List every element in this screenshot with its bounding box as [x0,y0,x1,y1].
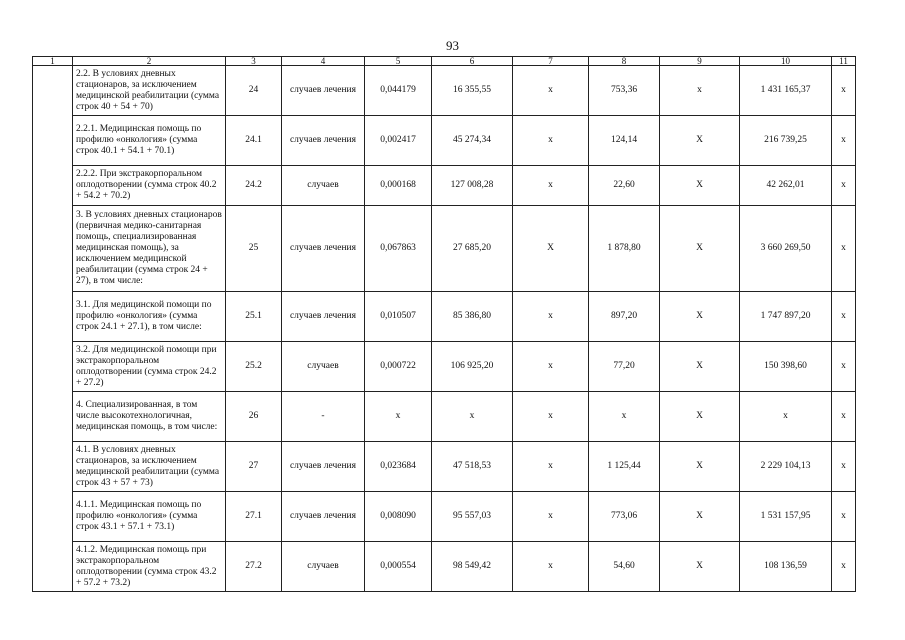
cell-volume-norm: 0,000168 [365,166,432,206]
cell-col11: х [832,66,856,116]
cell-description: 4.1.1. Медицинская помощь по профилю «онкология» (сумма строк 43.1 + 57.1 + 73.1) [73,492,226,542]
cell-unit: - [282,392,365,442]
table-row [33,116,856,166]
cell-per-capita: 54,60 [589,542,660,592]
table-row [33,392,856,442]
cell-col9: Х [660,542,740,592]
cell-total: 1 747 897,20 [740,292,832,342]
cell-col7: х [513,166,589,206]
cell-volume-norm: 0,000722 [365,342,432,392]
table-row [33,342,856,392]
cell-description: 2.2.2. При экстракорпоральном оплодотворении (сумма строк 40.2 + 54.2 + 70.2) [73,166,226,206]
cell-per-capita: х [589,392,660,442]
cell-total: 42 262,01 [740,166,832,206]
cell-blank [33,392,73,442]
cell-unit: случаев лечения [282,442,365,492]
column-number: 3 [226,57,282,66]
cell-cost-norm: 85 386,80 [432,292,513,342]
cell-total: х [740,392,832,442]
cell-description: 4.1. В условиях дневных стационаров, за исключением медицинской реабилитации (сумма строк 43 + 57 + 73) [73,442,226,492]
cell-col11: х [832,342,856,392]
table-row [33,492,856,542]
cell-col11: х [832,166,856,206]
table-row [33,442,856,492]
cell-blank [33,116,73,166]
cell-col7: х [513,442,589,492]
cell-line-number: 25.1 [226,292,282,342]
cell-blank [33,206,73,292]
cell-per-capita: 124,14 [589,116,660,166]
cell-per-capita: 77,20 [589,342,660,392]
cell-col9: Х [660,292,740,342]
cell-blank [33,292,73,342]
cell-volume-norm: х [365,392,432,442]
cell-col9: Х [660,206,740,292]
cell-blank [33,166,73,206]
cell-unit: случаев лечения [282,116,365,166]
page-number: 93 [446,38,459,53]
cell-description: 2.2. В условиях дневных стационаров, за исключением медицинской реабилитации (сумма строк 40 + 54 + 70) [73,66,226,116]
cell-cost-norm: 47 518,53 [432,442,513,492]
cell-cost-norm: х [432,392,513,442]
cell-line-number: 24.1 [226,116,282,166]
column-number: 10 [740,57,832,66]
cell-col11: х [832,492,856,542]
cell-total: 1 431 165,37 [740,66,832,116]
document-table [32,56,856,592]
cell-line-number: 24 [226,66,282,116]
column-number: 4 [282,57,365,66]
cell-col9: Х [660,342,740,392]
cell-unit: случаев лечения [282,66,365,116]
cell-blank [33,342,73,392]
cell-total: 150 398,60 [740,342,832,392]
cell-col9: Х [660,492,740,542]
column-number: 6 [432,57,513,66]
cell-volume-norm: 0,044179 [365,66,432,116]
cell-line-number: 26 [226,392,282,442]
cell-per-capita: 773,06 [589,492,660,542]
cell-col9: Х [660,392,740,442]
cell-col7: х [513,542,589,592]
column-number: 2 [73,57,226,66]
column-number: 11 [832,57,856,66]
cell-volume-norm: 0,067863 [365,206,432,292]
cell-unit: случаев лечения [282,492,365,542]
cell-col11: х [832,442,856,492]
cell-blank [33,542,73,592]
cell-col7: х [513,66,589,116]
cell-cost-norm: 45 274,34 [432,116,513,166]
column-number: 1 [33,57,73,66]
cell-cost-norm: 98 549,42 [432,542,513,592]
cell-volume-norm: 0,023684 [365,442,432,492]
cell-line-number: 27.2 [226,542,282,592]
cell-col11: х [832,542,856,592]
cell-per-capita: 1 878,80 [589,206,660,292]
table-row [33,166,856,206]
cell-col11: х [832,116,856,166]
cell-description: 3.1. Для медицинской помощи по профилю «онкология» (сумма строк 24.1 + 27.1), в том числе: [73,292,226,342]
cell-unit: случаев лечения [282,292,365,342]
cell-col7: Х [513,206,589,292]
cell-description: 3. В условиях дневных стационаров (первичная медико-санитарная помощь, специализированная медицинская помощь), за исключением медицинской реабилитации (сумма строк 24 + 27), в том числе: [73,206,226,292]
cell-blank [33,66,73,116]
cell-col7: х [513,342,589,392]
cell-col7: х [513,392,589,442]
cell-unit: случаев [282,166,365,206]
cell-total: 1 531 157,95 [740,492,832,542]
cell-total: 108 136,59 [740,542,832,592]
cell-description: 3.2. Для медицинской помощи при экстракорпоральном оплодотворении (сумма строк 24.2 + 27.2) [73,342,226,392]
cell-cost-norm: 16 355,55 [432,66,513,116]
cell-total: 2 229 104,13 [740,442,832,492]
table-row [33,292,856,342]
cell-col9: Х [660,442,740,492]
column-number: 5 [365,57,432,66]
cell-line-number: 27.1 [226,492,282,542]
cell-col9: Х [660,166,740,206]
cell-line-number: 25 [226,206,282,292]
cell-unit: случаев [282,542,365,592]
column-number: 7 [513,57,589,66]
cell-col9: Х [660,116,740,166]
cell-volume-norm: 0,000554 [365,542,432,592]
cell-col7: х [513,116,589,166]
cell-unit: случаев [282,342,365,392]
cell-cost-norm: 106 925,20 [432,342,513,392]
cell-cost-norm: 27 685,20 [432,206,513,292]
cell-description: 4. Специализированная, в том числе высокотехнологичная, медицинская помощь, в том числе: [73,392,226,442]
cell-per-capita: 22,60 [589,166,660,206]
table-row [33,206,856,292]
table-row [33,542,856,592]
cell-line-number: 24.2 [226,166,282,206]
column-number: 8 [589,57,660,66]
cell-line-number: 25.2 [226,342,282,392]
cell-volume-norm: 0,002417 [365,116,432,166]
table-row [33,66,856,116]
cell-col11: х [832,292,856,342]
column-number-row [33,57,856,66]
cell-description: 4.1.2. Медицинская помощь при экстракорпоральном оплодотворении (сумма строк 43.2 + 57.2 + 73.2) [73,542,226,592]
cell-col9: х [660,66,740,116]
cell-col7: х [513,292,589,342]
cell-cost-norm: 127 008,28 [432,166,513,206]
cell-col7: х [513,492,589,542]
cell-per-capita: 897,20 [589,292,660,342]
cell-unit: случаев лечения [282,206,365,292]
cell-per-capita: 1 125,44 [589,442,660,492]
cell-line-number: 27 [226,442,282,492]
cell-volume-norm: 0,010507 [365,292,432,342]
cell-col11: х [832,206,856,292]
cell-cost-norm: 95 557,03 [432,492,513,542]
cell-total: 3 660 269,50 [740,206,832,292]
cell-description: 2.2.1. Медицинская помощь по профилю «онкология» (сумма строк 40.1 + 54.1 + 70.1) [73,116,226,166]
cell-blank [33,492,73,542]
cell-total: 216 739,25 [740,116,832,166]
cell-volume-norm: 0,008090 [365,492,432,542]
cell-per-capita: 753,36 [589,66,660,116]
cell-blank [33,442,73,492]
cell-col11: х [832,392,856,442]
column-number: 9 [660,57,740,66]
